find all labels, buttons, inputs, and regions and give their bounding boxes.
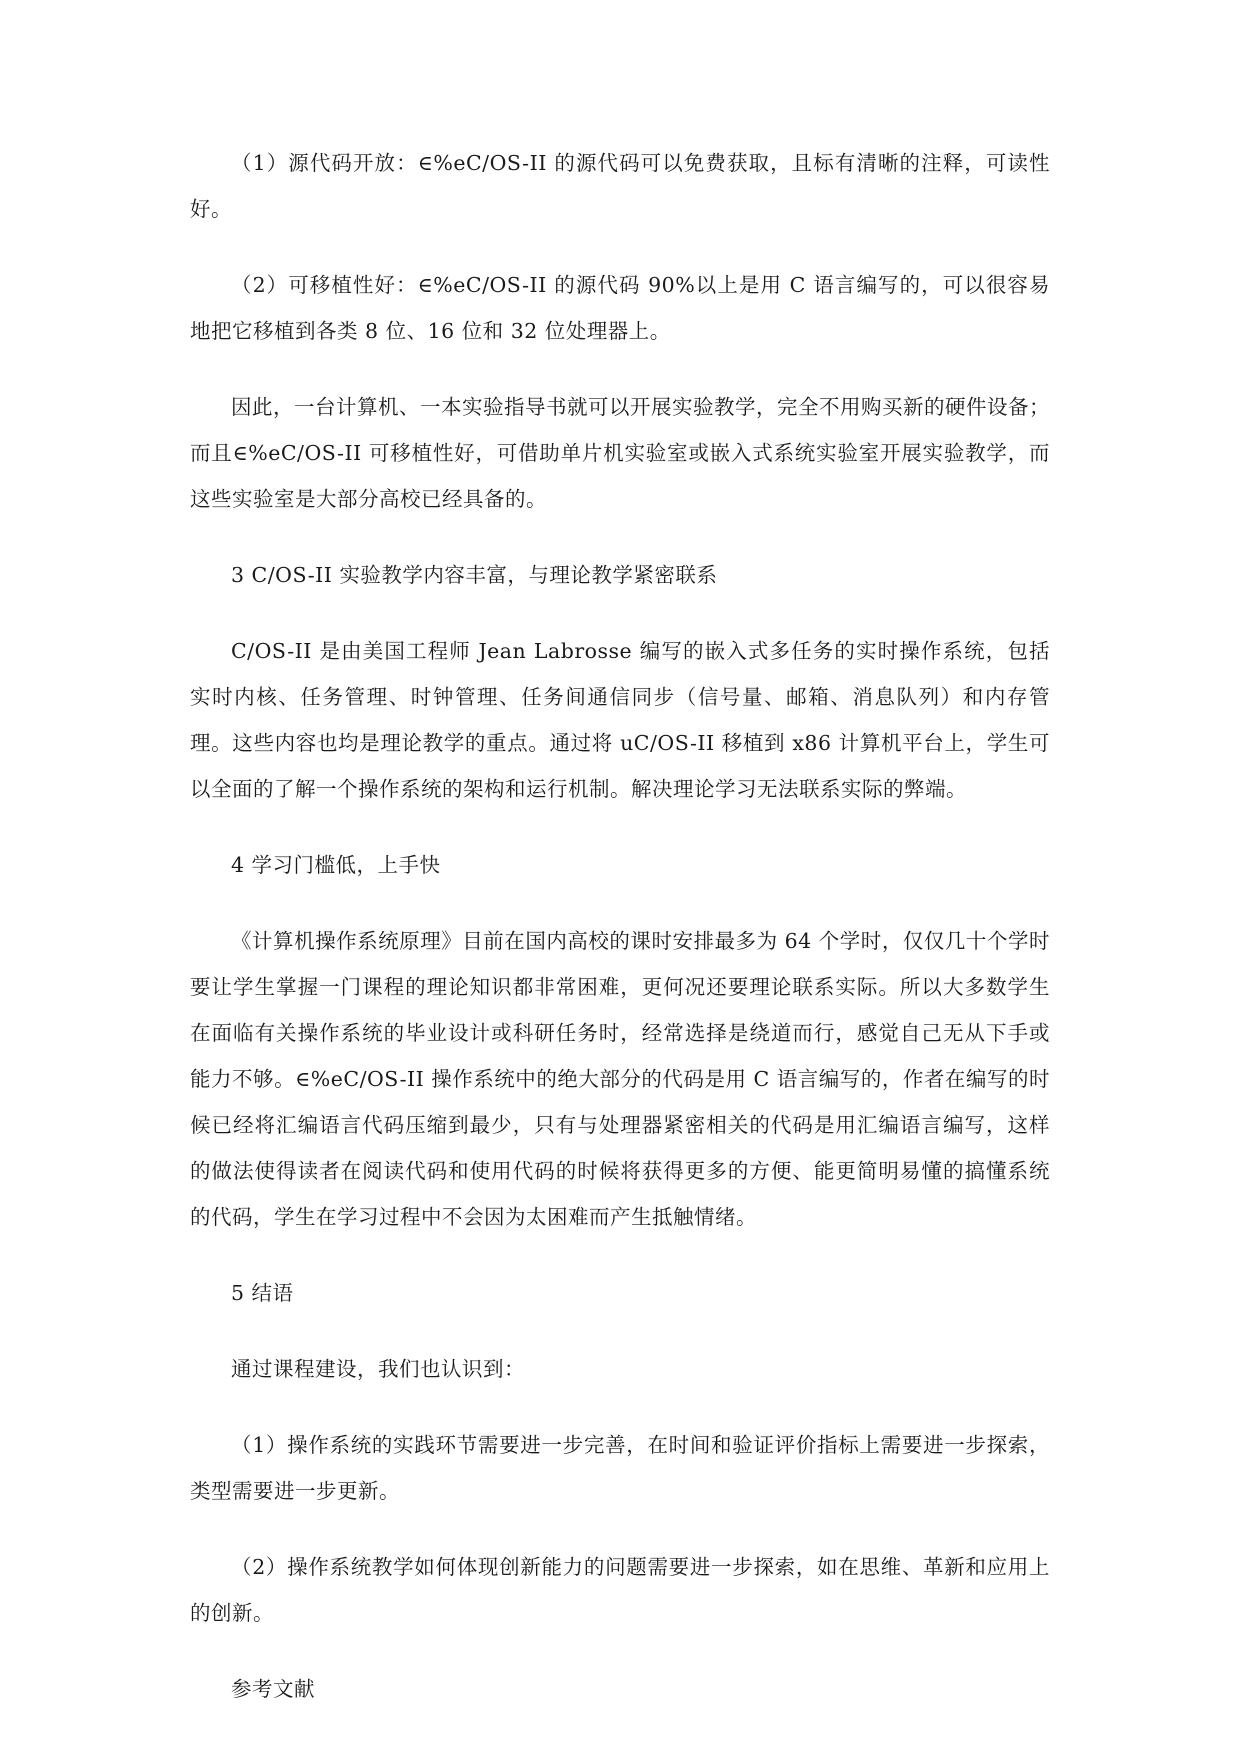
paragraph-conclusion-1: （1）操作系统的实践环节需要进一步完善，在时间和验证评价指标上需要进一步探索，类型需要进一步更新。	[190, 1433, 1050, 1503]
paragraph-source-open: （1）源代码开放：∈%eC/OS-II 的源代码可以免费获取，且标有清晰的注释，可读性好。	[190, 151, 1050, 221]
paragraph-conclusion-2: （2）操作系统教学如何体现创新能力的问题需要进一步探索，如在思维、革新和应用上的创新。	[190, 1555, 1050, 1625]
section-heading-5: 5 结语	[231, 1281, 294, 1305]
paragraph-therefore: 因此，一台计算机、一本实验指导书就可以开展实验教学，完全不用购买新的硬件设备；而且∈%eC/OS-II 可移植性好，可借助单片机实验室或嵌入式系统实验室开展实验教学，而这些实验室是大部分高校已经具备的。	[190, 395, 1050, 511]
paragraph-portability: （2）可移植性好：∈%eC/OS-II 的源代码 90%以上是用 C 语言编写的，可以很容易地把它移植到各类 8 位、16 位和 32 位处理器上。	[190, 273, 1050, 343]
references-heading: 参考文献	[231, 1677, 315, 1701]
section-heading-4: 4 学习门槛低，上手快	[231, 853, 441, 877]
paragraph-os-description: C/OS-II 是由美国工程师 Jean Labrosse 编写的嵌入式多任务的实时操作系统，包括实时内核、任务管理、时钟管理、任务间通信同步（信号量、邮箱、消息队列）和内存管理。这些内容也均是理论教学的重点。通过将 uC/OS-II 移植到 x86 计算机平台上，学生可以全面的了解一个操作系统的架构和运行机制。解决理论学习无法联系实际的弊端。	[190, 639, 1050, 801]
section-heading-3: 3 C/OS-II 实验教学内容丰富，与理论教学紧密联系	[231, 563, 718, 587]
paragraph-conclusion-intro: 通过课程建设，我们也认识到：	[231, 1357, 525, 1381]
paragraph-learning-threshold: 《计算机操作系统原理》目前在国内高校的课时安排最多为 64 个学时，仅仅几十个学时要让学生掌握一门课程的理论知识都非常困难，更何况还要理论联系实际。所以大多数学生在面临有关操作系统的毕业设计或科研任务时，经常选择是绕道而行，感觉自己无从下手或能力不够。∈%eC/OS-II 操作系统中的绝大部分的代码是用 C 语言编写的，作者在编写的时候已经将汇编语言代码压缩到最少，只有与处理器紧密相关的代码是用汇编语言编写，这样的做法使得读者在阅读代码和使用代码的时候将获得更多的方便、能更简明易懂的搞懂系统的代码，学生在学习过程中不会因为太困难而产生抵触情绪。	[190, 929, 1050, 1229]
document-page	[190, 140, 1050, 1742]
